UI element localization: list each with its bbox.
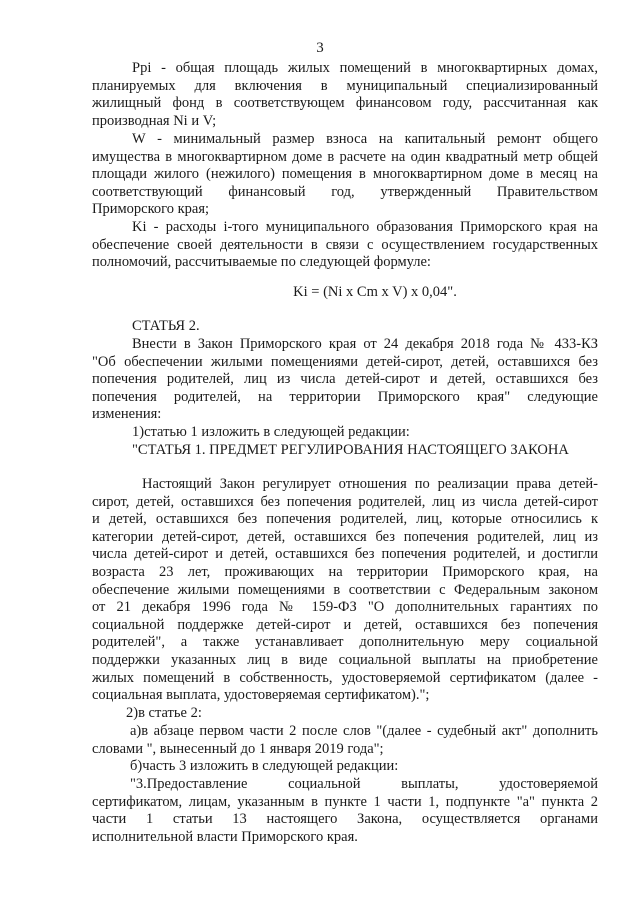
paragraph-ki [92, 219, 598, 272]
article-2-heading [92, 318, 598, 336]
text-line: социальная выплата, удостоверяемая сертификатом)."; [92, 687, 430, 704]
text-line: соответствующий финансовый год, утвержденный Правительством [92, 183, 598, 200]
text-line: Приморского края; [92, 201, 210, 218]
text-line: словами ", вынесенный до 1 января 2019 года"; [92, 740, 384, 757]
text-line: полномочий, рассчитываемые по следующей формуле: [92, 254, 431, 271]
text-line: Ki - расходы i-того муниципального образования Приморского края на [132, 219, 598, 235]
paragraph-w [92, 131, 598, 219]
text-line: 1)статью 1 изложить в следующей редакции: [132, 424, 410, 440]
text-line: W - минимальный размер взноса на капитальный ремонт общего [132, 131, 598, 147]
paragraph-law-subject [92, 476, 598, 705]
item-2 [92, 705, 598, 723]
article-heading-text: СТАТЬЯ 2. [132, 318, 200, 334]
paragraph-amendment [92, 336, 598, 424]
item-1 [92, 424, 598, 459]
page-number: 3 [316, 40, 324, 56]
text-line: б)часть 3 изложить в следующей редакции: [130, 758, 399, 774]
text-line: попечения родителей, лиц из числа детей-сирот и детей, оставшихся без [92, 371, 598, 388]
item-2a [92, 723, 598, 758]
formula: Ki = (Ni x Cm x V) x 0,04". [293, 284, 457, 300]
text-line: 2)в статье 2: [126, 705, 202, 721]
text-line: а)в абзаце первом части 2 после слов "(далее - судебный акт" дополнить [130, 723, 598, 739]
paragraph-part-3 [92, 776, 598, 846]
text-line: сирот, детей, оставшихся без попечения родителей, лиц из числа детей-сирот [92, 493, 598, 510]
text-line: социальной поддержке детей-сирот и детей, оставшихся без попечения [92, 616, 598, 633]
text-line: исполнительной власти Приморского края. [92, 828, 358, 845]
text-line: категории детей-сирот, детей, оставшихся без попечения родителей, лиц из [92, 528, 598, 545]
text-line: сертификатом, лицам, указанным в пункте 1 части 1, подпункте "а" пункта 2 [92, 793, 598, 810]
text-line: и детей, оставшихся без попечения родителей, лиц, которые относились к [92, 511, 598, 528]
text-line: жилых помещений в собственность, удостоверяемой сертификатом (далее - [92, 669, 598, 686]
text-line: Внести в Закон Приморского края от 24 декабря 2018 года № 433-КЗ [132, 336, 598, 352]
text-line: Ppi - общая площадь жилых помещений в многоквартирных домах, [132, 60, 598, 76]
text-line: планируемых для включения в муниципальный специализированный [92, 77, 598, 94]
text-line: родителей", а также устанавливает дополнительную меру социальной [92, 634, 598, 651]
text-line: обеспечение своей деятельности в связи с осуществлением государственных [92, 236, 598, 253]
paragraph-ppi [92, 60, 598, 130]
text-line: имущества в многоквартирном доме в расчете на один квадратный метр общей [92, 148, 598, 165]
text-line: поддержки указанных лиц в виде социальной выплаты на приобретение [92, 651, 598, 668]
article-1-title: "СТАТЬЯ 1. ПРЕДМЕТ РЕГУЛИРОВАНИЯ НАСТОЯЩЕГО ЗАКОНА [132, 441, 569, 458]
text-line: "Об обеспечении жилыми помещениями детей-сирот, детей, оставшихся без [92, 353, 598, 370]
text-line: возраста 23 лет, проживающих на территории Приморского края, на [92, 563, 598, 580]
text-line: производная Ni и V; [92, 112, 217, 129]
text-line: обеспечение жилыми помещениями в соответствии с Федеральным законом [92, 581, 598, 598]
text-line: "3.Предоставление социальной выплаты, удостоверяемой [130, 776, 598, 792]
text-line: площади жилого (нежилого) помещения в многоквартирном доме в месяц на [92, 166, 598, 183]
text-line: Настоящий Закон регулирует отношения по реализации права детей- [142, 476, 598, 492]
item-2b [92, 758, 598, 776]
text-line: от 21 декабря 1996 года № 159-ФЗ "О дополнительных гарантиях по [92, 599, 598, 616]
text-line: числа детей-сирот и детей, оставшихся без попечения родителей, и достигли [92, 546, 598, 563]
text-line: изменения: [92, 406, 162, 423]
text-line: части 1 статьи 13 настоящего Закона, осуществляется органами [92, 811, 598, 828]
text-line: жилищный фонд в соответствующем финансовом году, рассчитанная как [92, 95, 598, 112]
text-line: попечения родителей, на территории Приморского края" следующие [92, 388, 598, 405]
